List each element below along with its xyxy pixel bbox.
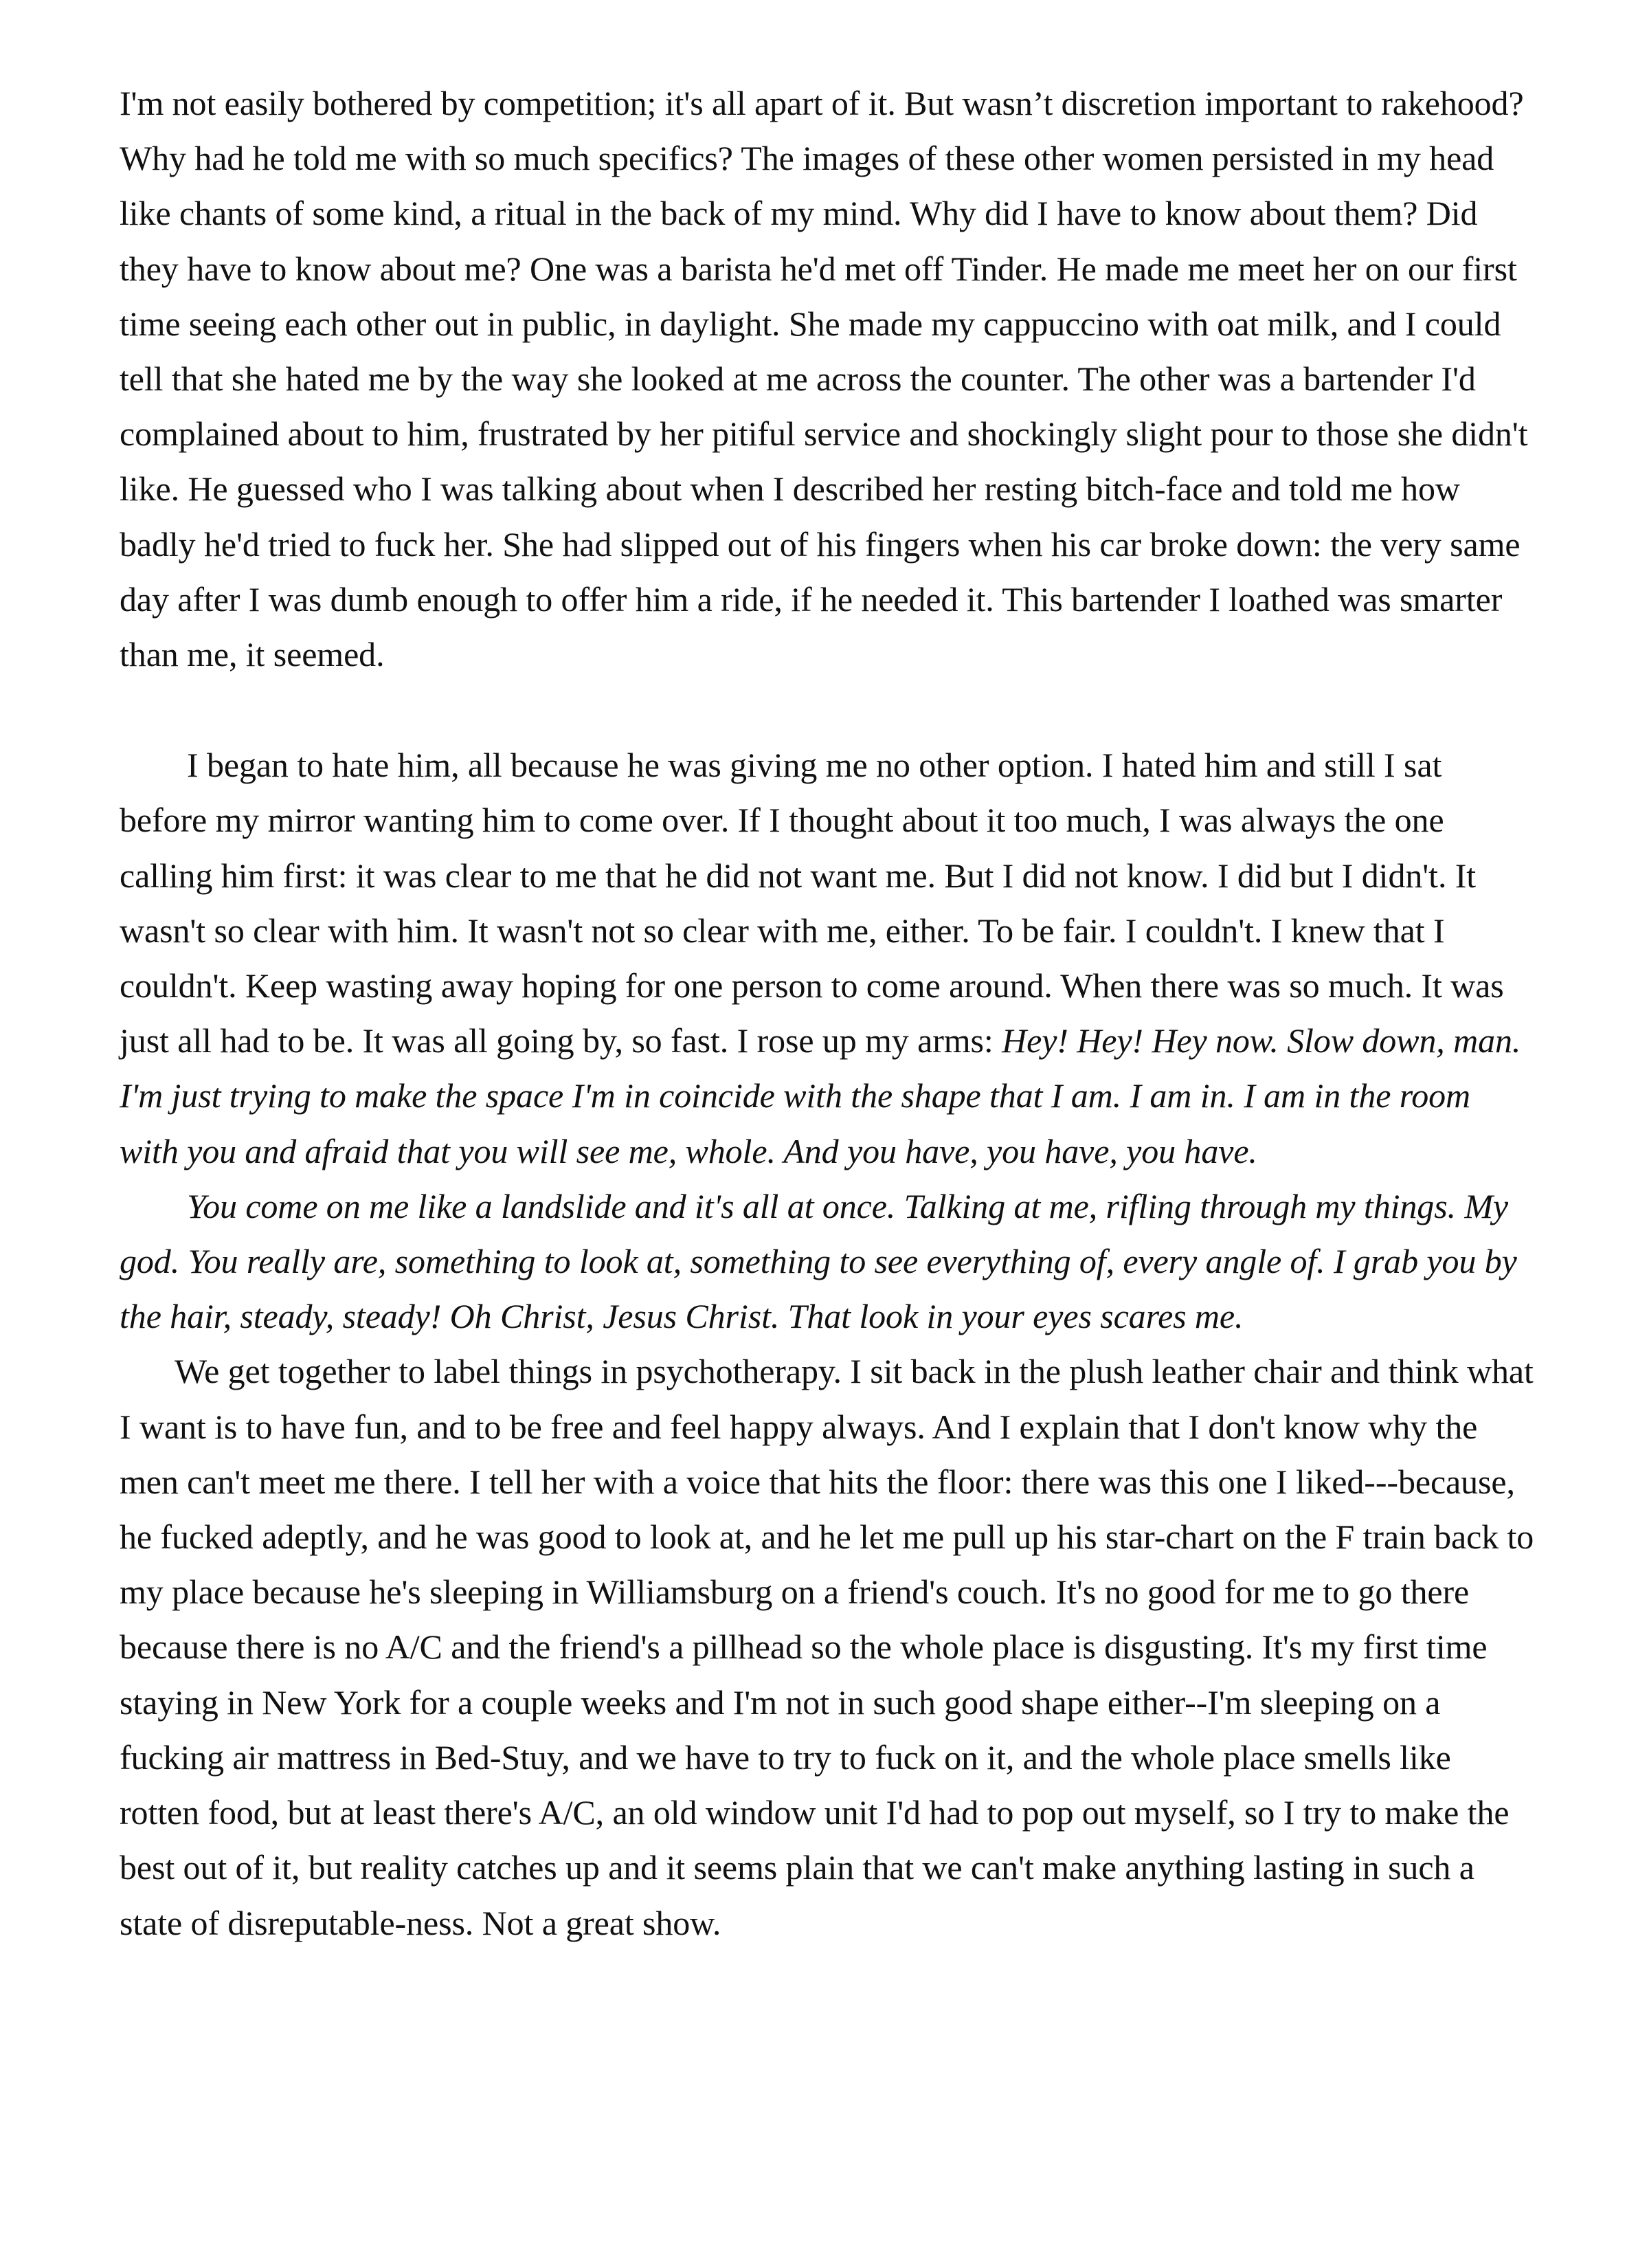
paragraph-landslide <box>120 1179 1536 1344</box>
paragraph-text: I began to hate him, all because he was giving me no other option. I hated him and still I sat before my mirror wanting him to come over. If I thought about it too much, I was always the one calling him first: it was clear to me that he did not want me. But I did not know. I did but I didn't. It wasn't so clear with him. It wasn't not so clear with me, either. To be fair. I couldn't. I knew that I couldn't. Keep wasting away hoping for one person to come around. When there was so much. It was just all had to be. It was all going by, so fast. I rose up my arms: <box>120 746 1504 1060</box>
paragraph-text: We get together to label things in psychotherapy. I sit back in the plush leather chair and think what I want is to have fun, and to be free and feel happy always. And I explain that I don't know why the men can't meet me there. I tell her with a voice that hits the floor: there was this one I liked---because, he fucked adeptly, and he was good to look at, and he let me pull up his star-chart on the F train back to my place because he's sleeping in Williamsburg on a friend's couch. It's no good for me to go there because there is no A/C and the friend's a pillhead so the whole place is disgusting. It's my first time staying in New York for a couple weeks and I'm not in such good shape either--I'm sleeping on a fucking air mattress in Bed-Stuy, and we have to try to fuck on it, and the whole place smells like rotten food, but at least there's A/C, an old window unit I'd had to pop out myself, so I try to make the best out of it, but reality catches up and it seems plain that we can't make anything lasting in such a state of disreputable-ness. Not a great show. <box>120 1352 1534 1942</box>
paragraph-psychotherapy <box>120 1344 1536 1950</box>
paragraph-text: I'm not easily bothered by competition; it's all apart of it. But wasn’t discretion important to rakehood? Why had he told me with so much specifics? The images of these other women persisted in my head like chants of some kind, a ritual in the back of my mind. Why did I have to know about them? Did they have to know about me? One was a barista he'd met off Tinder. He made me meet her on our first time seeing each other out in public, in daylight. She made my cappuccino with oat milk, and I could tell that she hated me by the way she looked at me across the counter. The other was a bartender I'd complained about to him, frustrated by her pitiful service and shockingly slight pour to those she didn't like. He guessed who I was talking about when I described her resting bitch-face and told me how badly he'd tried to fuck her. She had slipped out of his fingers when his car broke down: the very same day after I was dumb enough to offer him a ride, if he needed it. This bartender I loathed was smarter than me, it seemed. <box>120 84 1528 674</box>
paragraph-hate <box>120 737 1536 1179</box>
paragraph-italic-text: You come on me like a landslide and it's all at once. Talking at me, rifling through my things. My god. You really are, something to look at, something to see everything of, every angle of. I grab you by the hair, steady, steady! Oh Christ, Jesus Christ. That look in your eyes scares me. <box>120 1186 1517 1336</box>
paragraph-italic-text: Hey! Hey! Hey now. Slow down, man. I'm just trying to make the space I'm in coincide with the shape that I am. I am in. I am in the room with you and afraid that you will see me, whole. And you have, you have, you have. <box>120 1021 1521 1170</box>
document-page <box>120 76 1536 1950</box>
paragraph-spacer <box>120 682 1536 737</box>
paragraph-competition <box>120 76 1536 682</box>
